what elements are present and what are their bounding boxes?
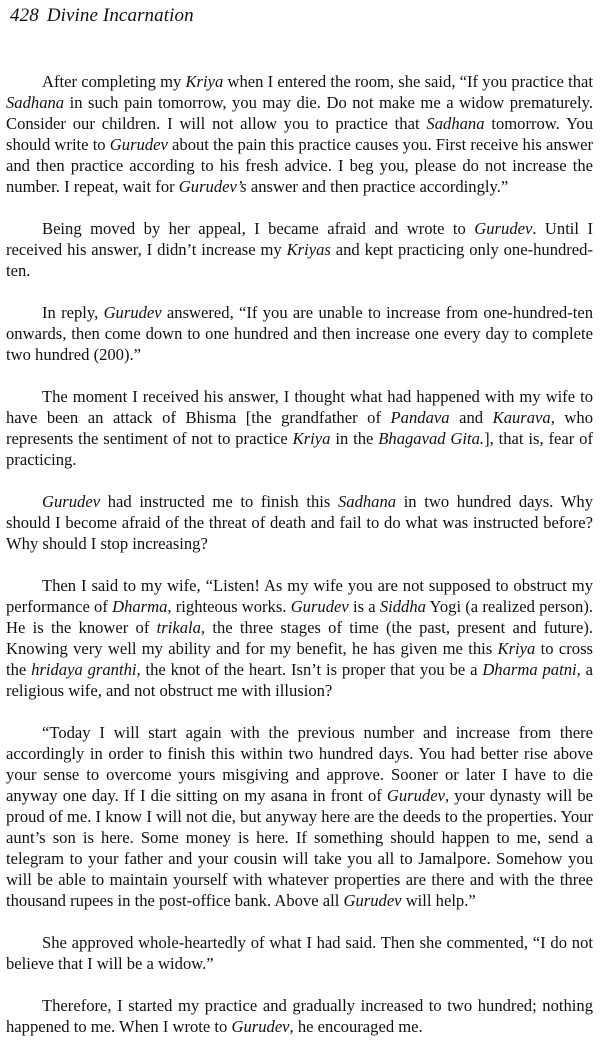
text-run: in such pain tomorrow, you may die. Do not make me a widow prematurely. Consider our children. I will not allow you to practice that bbox=[6, 93, 593, 133]
paragraph-5 bbox=[6, 491, 593, 554]
text-run: tomorrow. You should write to bbox=[6, 114, 593, 154]
text-run: , a religious wife, and not obstruct me with illusion? bbox=[6, 660, 594, 700]
italic-term: Kriya bbox=[185, 72, 224, 91]
italic-term: Gurudev bbox=[343, 891, 402, 910]
italic-term: Pandava bbox=[390, 408, 450, 427]
text-run: , your dynasty will be proud of me. I know I will not die, but anyway here are the deeds to the properties. Your aunt’s son is here. Some money is here. If something should happen to me, send a telegram to your father and your cousin will take you all to Jamalpore. Somehow you will be able to maintain yourself with whatever properties are there and with the three thousand rupees in the post-office bank. Above all bbox=[6, 786, 593, 910]
italic-term: Gurudev bbox=[109, 135, 168, 154]
text-run: in two hundred days. Why should I become afraid of the threat of death and fail to do what was instructed before? Why should I stop increasing? bbox=[6, 492, 593, 553]
text-run: answered, “If you are unable to increase from one-hundred-ten onwards, then come down to one hundred and then increase one every day to complete two hundred (200).” bbox=[6, 303, 594, 364]
text-run: , the knot of the heart. Isn’t is proper that you be a bbox=[136, 660, 483, 679]
text-run: She approved whole-heartedly of what I had said. Then she commented, “I do not believe that I will be a widow.” bbox=[6, 933, 593, 973]
paragraph-7 bbox=[6, 722, 593, 911]
italic-term: Gurudev bbox=[386, 786, 445, 805]
paragraph-2 bbox=[6, 218, 593, 281]
text-run: Yogi (a realized person). He is the knower of bbox=[6, 597, 594, 637]
paragraph-8 bbox=[6, 932, 593, 974]
italic-term: Kriya bbox=[497, 639, 536, 658]
body-text bbox=[6, 71, 593, 1037]
italic-term: Dharma bbox=[112, 597, 168, 616]
italic-term: Kaurava bbox=[492, 408, 551, 427]
text-run: Therefore, I started my practice and gradually increased to two hundred; nothing happened to me. When I wrote to bbox=[6, 996, 593, 1036]
italic-term: Sadhana bbox=[426, 114, 485, 133]
italic-term: trikala bbox=[156, 618, 201, 637]
paragraph-4 bbox=[6, 386, 593, 470]
text-run: , righteous works. bbox=[167, 597, 291, 616]
italic-term: hridaya granthi bbox=[31, 660, 137, 679]
text-run: . Until I received his answer, I didn’t increase my bbox=[6, 219, 593, 259]
text-run: ], that is, fear of practicing. bbox=[6, 429, 593, 469]
italic-term: Gurudev bbox=[474, 219, 533, 238]
text-run: , who represents the sentiment of not to practice bbox=[6, 408, 593, 448]
text-run: Being moved by her appeal, I became afraid and wrote to bbox=[42, 219, 475, 238]
text-run: In reply, bbox=[42, 303, 104, 322]
italic-term: Gurudev bbox=[42, 492, 101, 511]
italic-term: Gurudev bbox=[290, 597, 349, 616]
italic-term: Sadhana bbox=[337, 492, 397, 511]
paragraph-9 bbox=[6, 995, 593, 1037]
paragraph-6 bbox=[6, 575, 593, 701]
text-run: in the bbox=[330, 429, 379, 448]
italic-term: Dharma patni bbox=[482, 660, 577, 679]
italic-term: Kriya bbox=[292, 429, 331, 448]
italic-term: Gurudev bbox=[103, 303, 162, 322]
text-run: when I entered the room, she said, “If you practice that bbox=[223, 72, 593, 91]
italic-term: Sadhana bbox=[6, 93, 65, 112]
text-run: The moment I received his answer, I thought what had happened with my wife to have been an attack of Bhisma [the grandfather of bbox=[6, 387, 593, 427]
text-run: will help.” bbox=[401, 891, 476, 910]
book-title: Divine Incarnation bbox=[46, 5, 194, 26]
italic-term: Kriyas bbox=[286, 240, 331, 259]
paragraph-3 bbox=[6, 302, 593, 365]
text-run: Then I said to my wife, “Listen! As my wife you are not supposed to obstruct my performance of bbox=[6, 576, 593, 616]
text-run: and bbox=[449, 408, 493, 427]
text-run: and kept practicing only one-hundred-ten. bbox=[6, 240, 593, 280]
text-run: “Today I will start again with the previous number and increase from there accordingly in order to finish this within two hundred days. You had better rise above your sense to overcome yours misgiving and approve. Sooner or later I have to die anyway one day. If I die sitting on my asana in front of bbox=[6, 723, 593, 805]
italic-term: Siddha bbox=[379, 597, 426, 616]
paragraph-1 bbox=[6, 71, 593, 197]
text-run: , he encouraged me. bbox=[289, 1017, 423, 1036]
italic-term: Gurudev bbox=[231, 1017, 290, 1036]
page-number: 428 bbox=[10, 5, 39, 26]
text-run: is a bbox=[348, 597, 380, 616]
text-run: about the pain this practice causes you. First receive his answer and then practice according to his fresh advice. I beg you, please do not increase the number. I repeat, wait for bbox=[6, 135, 594, 196]
text-run: After completing my bbox=[42, 72, 186, 91]
running-header bbox=[10, 5, 194, 27]
italic-term: Gurudev’s bbox=[178, 177, 247, 196]
italic-term: Bhagavad Gita. bbox=[378, 429, 485, 448]
text-run: answer and then practice accordingly.” bbox=[246, 177, 509, 196]
text-run: had instructed me to finish this bbox=[100, 492, 338, 511]
text-run: , the three stages of time (the past, present and future). Knowing very well my ability and for my benefit, he has given me this bbox=[6, 618, 593, 658]
text-run: to cross the bbox=[6, 639, 593, 679]
